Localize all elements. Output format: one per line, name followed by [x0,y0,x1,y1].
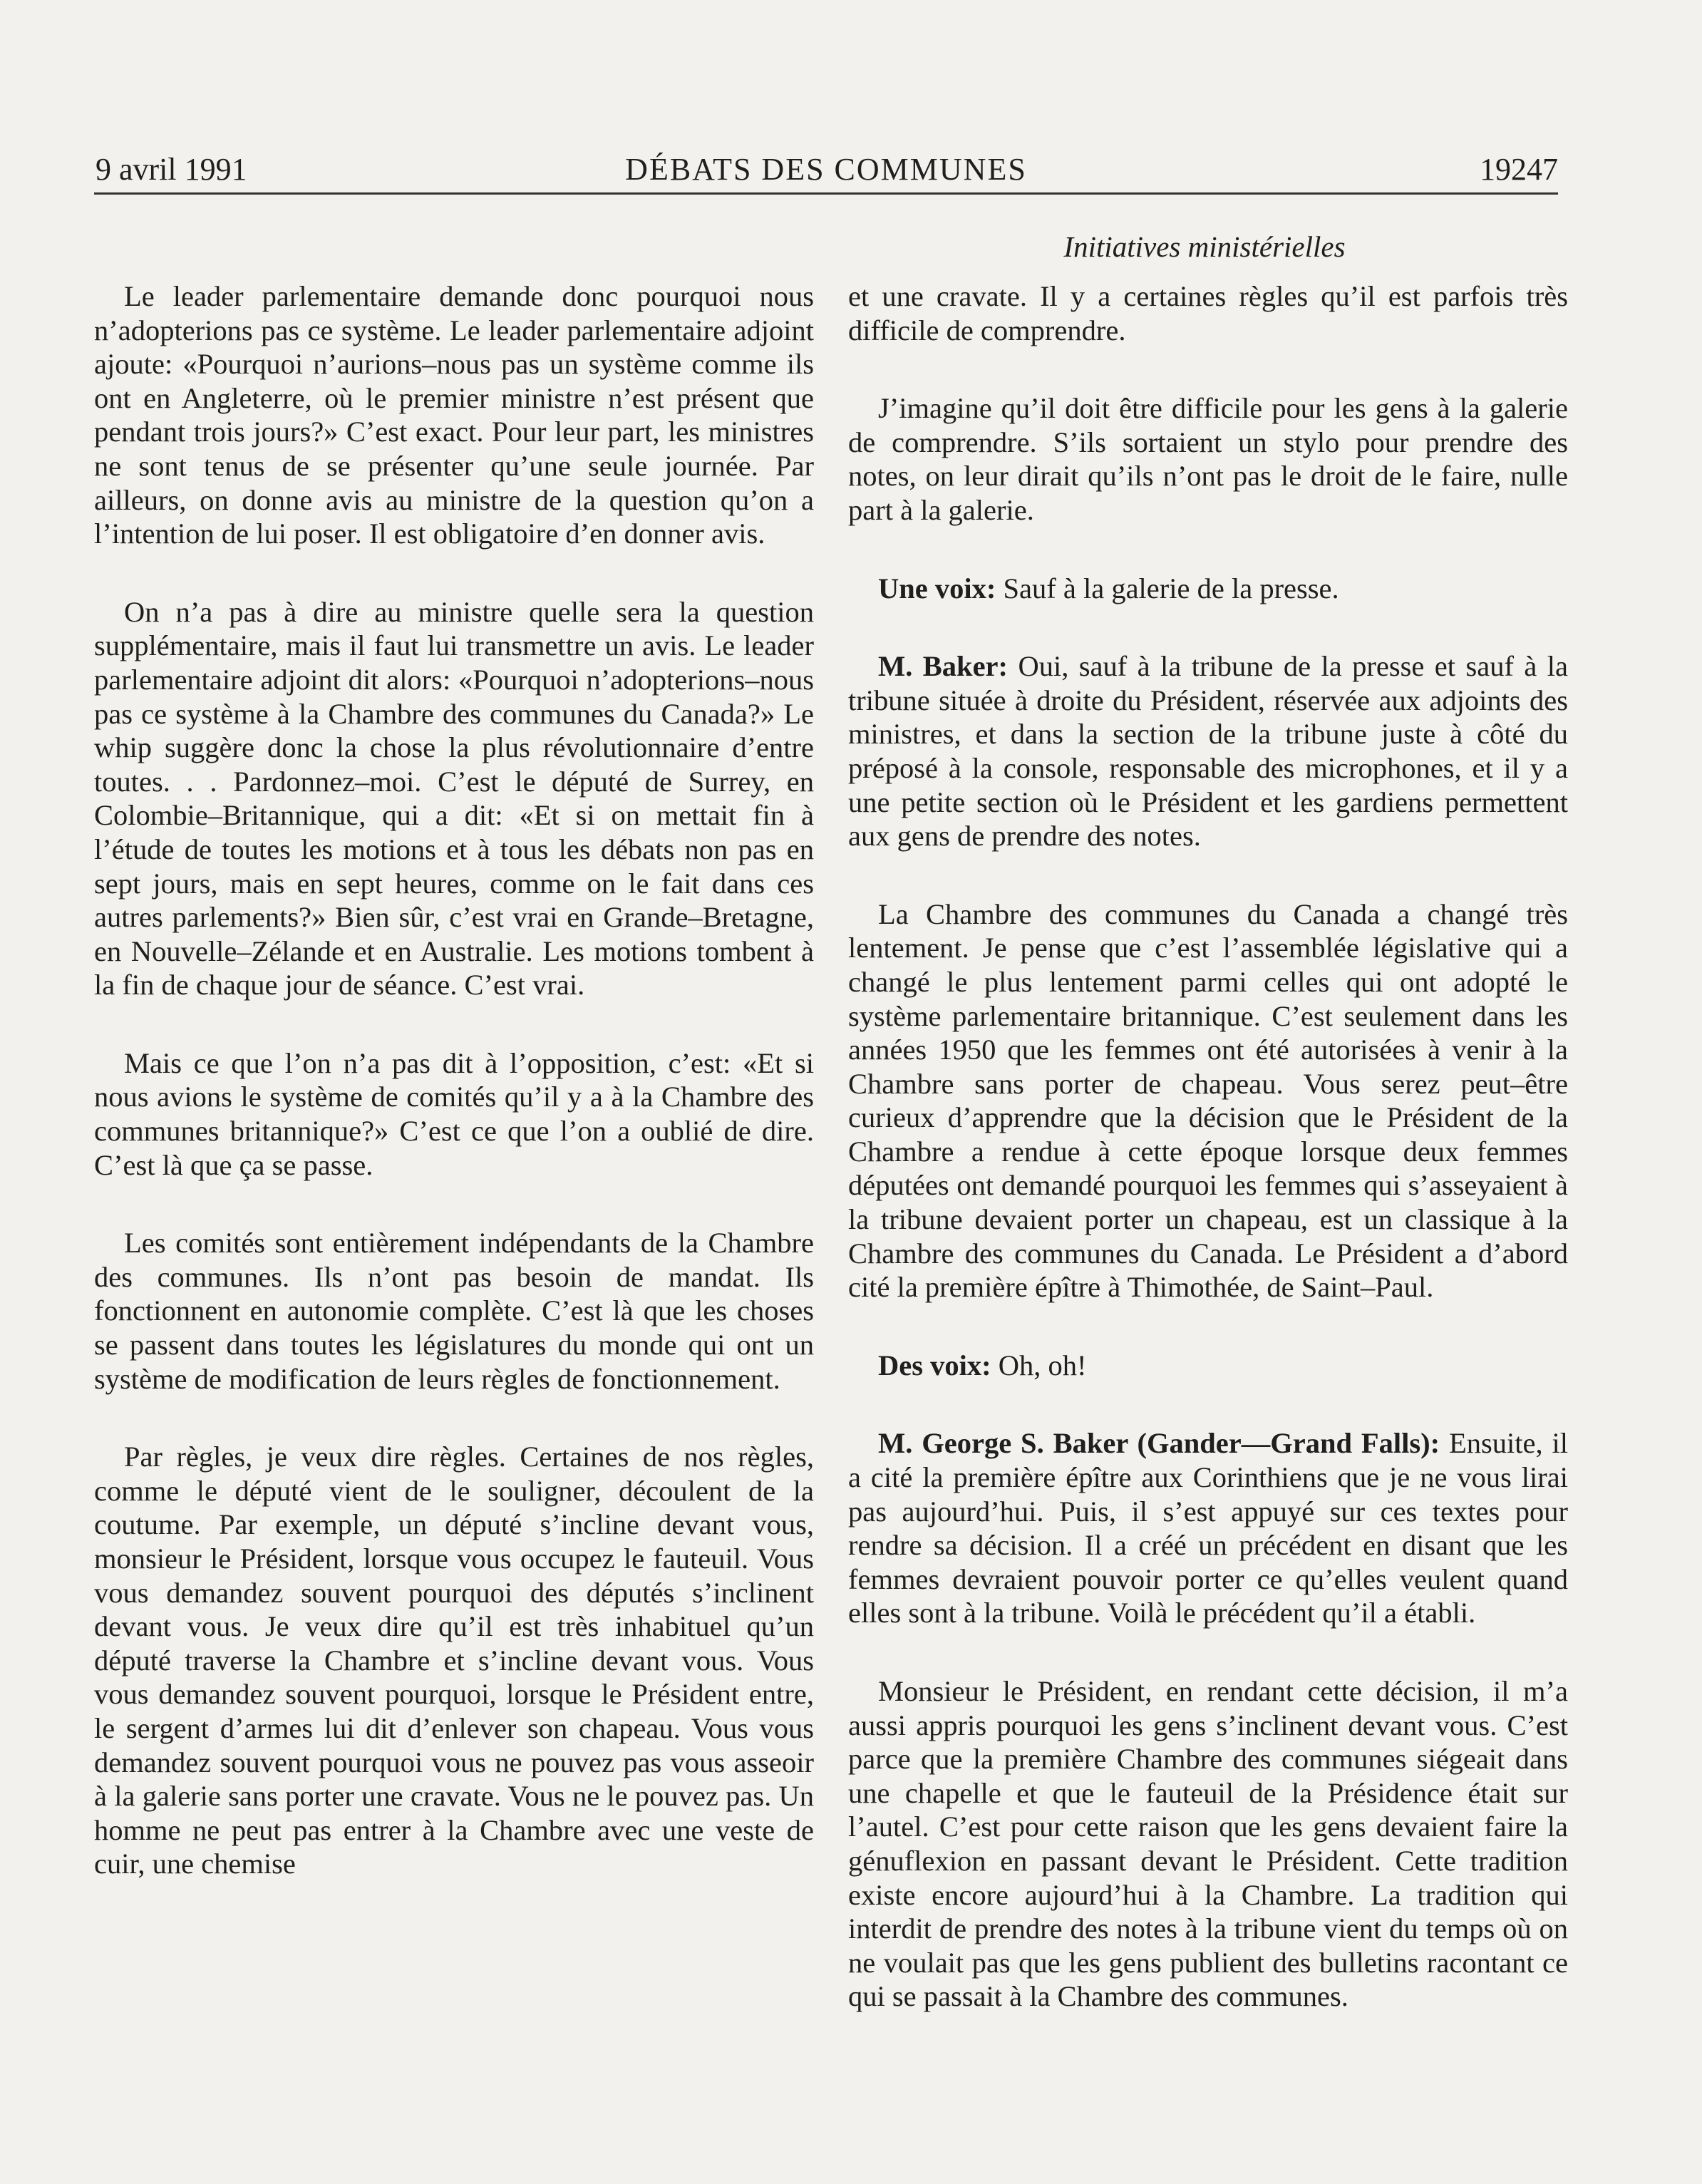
left-column [94,279,814,1881]
paragraph: La Chambre des communes du Canada a changé très lentement. Je pense que c’est l’assemblée législative qui a changé le plus lentement parmi celles qui ont adopté le système parlementaire britannique. C’est seulement dans les années 1950 que les femmes ont été autorisées à venir à la Chambre sans porter de chapeau. Vous serez peut–être curieux d’apprendre que la décision que le Président de la Chambre a rendue à cette époque lorsque deux femmes députées ont demandé pourquoi les femmes qui s’asseyaient à la tribune devaient porter un chapeau, est un classique à la Chambre des communes du Canada. Le Président a d’abord cité la première épître à Thimothée, de Saint–Paul. [848,897,1568,1304]
speech-paragraph [848,1349,1568,1383]
speaker-name: Une voix: [878,572,996,604]
right-column [848,279,1568,2014]
speaker-name: Des voix: [878,1349,991,1381]
paragraph: Par règles, je veux dire règles. Certaines de nos règles, comme le député vient de le souligner, découlent de la coutume. Par exemple, un député s’incline devant vous, monsieur le Président, lorsque vous occupez le fauteuil. Vous vous demandez souvent pourquoi des députés s’inclinent devant vous. Je veux dire qu’il est très inhabituel qu’un député traverse la Chambre et s’incline devant vous. Vous vous demandez souvent pourquoi, lorsque le Président entre, le sergent d’armes lui dit d’enlever son chapeau. Vous vous demandez souvent pourquoi vous ne pouvez pas vous asseoir à la galerie sans porter une cravate. Vous ne le pouvez pas. Un homme ne peut pas entrer à la Chambre avec une veste de cuir, une chemise [94,1441,814,1880]
speaker-name: M. Baker: [878,650,1009,683]
speech-text: Oh, oh! [991,1349,1087,1381]
paragraph: Mais ce que l’on n’a pas dit à l’opposition, c’est: «Et si nous avions le système de comités qu’il y a à la Chambre des communes britannique?» C’est ce que l’on a oublié de dire. C’est là que ça se passe. [94,1046,814,1181]
speech-text: Ensuite, il a cité la première épître aux Corinthiens que je ne vous lirai pas aujourd’hui. Puis, il s’est appuyé sur ces textes pour rendre sa décision. Il a créé un précédent en disant que les femmes devraient pouvoir porter ce qu’elles veulent quand elles sont à la tribune. Voilà le précédent qu’il a établi. [848,1427,1568,1629]
speech-text: Oui, sauf à la tribune de la presse et sauf à la tribune située à droite du Président, réservée aux adjoints des ministres, et dans la section de la tribune juste à côté du préposé à la console, responsable des microphones, et il y a une petite section où le Président et les gardiens permettent aux gens de prendre des notes. [848,650,1569,853]
paragraph: J’imagine qu’il doit être difficile pour les gens à la galerie de comprendre. S’ils sortaient un stylo pour prendre des notes, on leur dirait qu’ils n’ont pas le droit de le faire, nulle part à la galerie. [848,392,1568,526]
header-rule [94,192,1558,195]
paragraph: Monsieur le Président, en rendant cette décision, il m’a aussi appris pourquoi les gens s’inclinent devant vous. C’est parce que la première Chambre des communes siégeait dans une chapelle et que le fauteuil de la Présidence était sur l’autel. C’est pour cette raison que les gens devaient faire la génuflexion en passant devant le Président. Cette tradition existe encore aujourd’hui à la Chambre. La tradition qui interdit de prendre des notes à la tribune vient du temps où on ne voulait pas que les gens publient des bulletins racontant ce qui se passait à la Chambre des communes. [848,1675,1568,2013]
paragraph: Le leader parlementaire demande donc pourquoi nous n’adopterions pas ce système. Le leader parlementaire adjoint ajoute: «Pourquoi n’aurions–nous pas un système comme ils ont en Angleterre, où le premier ministre n’est présent que pendant trois jours?» C’est exact. Pour leur part, les ministres ne sont tenus de se présenter qu’une seule journée. Par ailleurs, on donne avis au ministre de la question qu’on a l’intention de lui poser. Il est obligatoire d’en donner avis. [94,280,814,550]
paragraph: Les comités sont entièrement indépendants de la Chambre des communes. Ils n’ont pas besoin de mandat. Ils fonctionnent en autonomie complète. C’est là que les choses se passent dans toutes les législatures du monde qui ont un système de modification de leurs règles de fonctionnement. [94,1227,814,1395]
header-date: 9 avril 1991 [96,152,247,187]
speech-text: Sauf à la galerie de la presse. [996,572,1339,604]
header-title: DÉBATS DES COMMUNES [625,152,1027,187]
section-label: Initiatives ministérielles [1063,230,1346,263]
speech-paragraph [848,572,1568,606]
speaker-name: M. George S. Baker (Gander—Grand Falls): [878,1427,1440,1460]
speech-paragraph [848,649,1568,853]
speech-paragraph [848,1426,1568,1630]
continuation-paragraph: et une cravate. Il y a certaines règles qu’il est parfois très difficile de comprendre. [848,280,1568,346]
paragraph: On n’a pas à dire au ministre quelle sera la question supplémentaire, mais il faut lui transmettre un avis. Le leader parlementaire adjoint dit alors: «Pourquoi n’adopterions–nous pas ce système à la Chambre des communes du Canada?» Le whip suggère donc la chose la plus révolutionnaire d’entre toutes. . . Pardonnez–moi. C’est le député de Surrey, en Colombie–Britannique, qui a dit: «Et si on mettait fin à l’étude de toutes les motions et à tous les débats non pas en sept jours, mais en sept heures, comme on le fait dans ces autres parlements?» Bien sûr, c’est vrai en Grande–Bretagne, en Nouvelle–Zélande et en Australie. Les motions tombent à la fin de chaque jour de séance. C’est vrai. [94,595,814,1001]
page-header [94,148,1558,191]
page-number: 19247 [1480,152,1558,187]
